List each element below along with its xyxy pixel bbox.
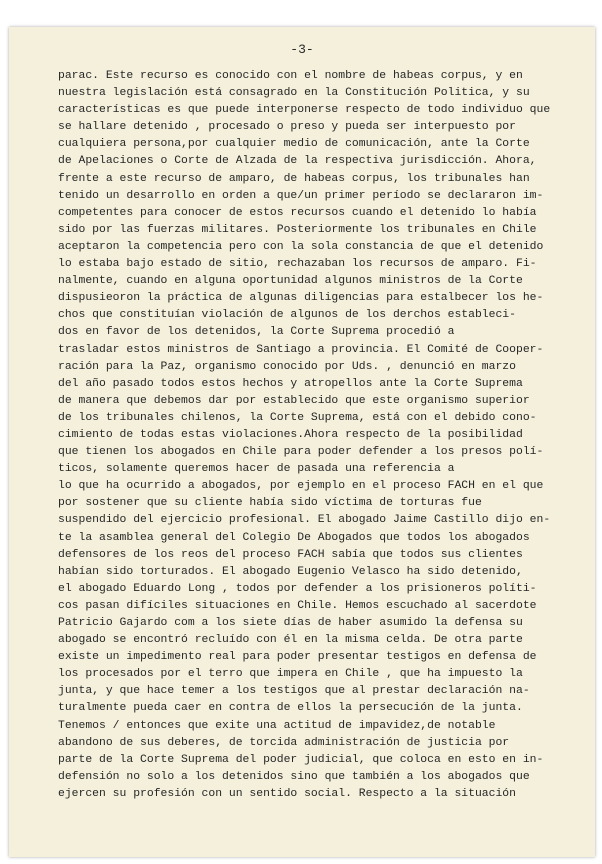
text-line: parac. Este recurso es conocido con el nombre de habeas corpus, y en — [58, 70, 523, 82]
text-line: ración para la Paz, organismo conocido por Uds. , denunció en marzo — [58, 360, 516, 373]
typewritten-body — [58, 68, 588, 803]
text-line: que tienen los abogados en Chile para poder defender a los presos polí- — [58, 446, 544, 459]
text-line: de manera que debemos dar por establecido que este organismo superior — [58, 394, 530, 407]
text-line: junta, y que hace temer a los testigos que al prestar declaración na- — [58, 685, 530, 698]
text-line: frente a este recurso de amparo, de habeas corpus, los tribunales han — [58, 172, 530, 185]
text-line: chos que constituían violación de algunos de los derchos estableci- — [58, 309, 516, 322]
text-line: competentes para conocer de estos recursos cuando el detenido lo había — [58, 206, 537, 219]
text-line: se hallare detenido , procesado o preso y pueda ser interpuesto por — [58, 121, 516, 134]
text-line: dispusieoron la práctica de algunas diligencias para estalbecer los he- — [58, 292, 544, 305]
text-line: sido por las fuerzas militares. Posteriormente los tribunales en Chile — [58, 223, 537, 236]
text-line: dos en favor de los detenidos, la Corte Suprema procedió a — [58, 326, 455, 339]
text-line: cimiento de todas estas violaciones.Ahora respecto de la posibilidad — [58, 428, 523, 441]
page-number: -3- — [290, 42, 314, 57]
text-line: lo que ha ocurrido a abogados, por ejemplo en el proceso FACH en el que — [58, 480, 544, 493]
text-line: por sostener que su cliente había sido víctima de torturas fue — [58, 497, 482, 510]
text-line: nuestra legislación está consagrado en la Constitución Politica, y su — [58, 87, 530, 100]
text-line: de Apelaciones o Corte de Alzada de la respectiva jurisdicción. Ahora, — [58, 155, 537, 168]
text-line: defensión no solo a los detenidos sino que también a los abogados que — [58, 770, 530, 783]
text-line: existe un impedimento real para poder presentar testigos en defensa de — [58, 651, 537, 664]
text-line: del año pasado todos estos hechos y atropellos ante la Corte Suprema — [58, 377, 523, 390]
text-line: Patricio Gajardo com a los siete días de haber asumido la defensa su — [58, 617, 523, 629]
text-line: cos pasan difíciles situaciones en Chile. Hemos escuchado al sacerdote — [58, 599, 537, 612]
text-line: aceptaron la competencia pero con la sola constancia de que el detenido — [58, 240, 544, 253]
text-line: lo estaba bajo estado de sitio, rechazaban los recursos de amparo. Fi- — [58, 258, 537, 271]
text-line: características es que puede interponerse respecto de todo individuo que — [58, 104, 551, 117]
text-line: cualquiera persona,por cualquier medio de comunicación, ante la Corte — [58, 138, 530, 151]
text-line: Tenemos / entonces que exite una actitud de impavidez,de notable — [58, 719, 496, 732]
text-line: turalmente pueda caer en contra de ellos la persecución de la junta. — [58, 702, 523, 715]
text-line: habían sido torturados. El abogado Eugenio Velasco ha sido detenido, — [58, 565, 523, 578]
text-line: suspendido del ejercicio profesional. El abogado Jaime Castillo dijo en- — [58, 514, 551, 527]
text-line: abandono de sus deberes, de torcida administración de justicia por — [58, 736, 510, 749]
text-line: parte de la Corte Suprema del poder judicial, que coloca en esto en in- — [58, 753, 544, 766]
text-line: defensores de los reos del proceso FACH sabía que todos sus clientes — [58, 548, 523, 561]
text-line: ticos, solamente queremos hacer de pasada una referencia a — [58, 463, 455, 476]
text-line: de los tribunales chilenos, la Corte Suprema, está con el debido cono- — [58, 411, 537, 424]
text-line: trasladar estos ministros de Santiago a provincia. El Comité de Cooper- — [58, 343, 544, 356]
document-page — [9, 27, 595, 857]
text-line: te la asamblea general del Colegio De Abogados que todos los abogados — [58, 531, 530, 544]
text-line: abogado se encontró recluído con él en la misma celda. De otra parte — [58, 634, 523, 647]
text-line: el abogado Eduardo Long , todos por defender a los prisioneros políti- — [58, 582, 537, 595]
text-line: nalmente, cuando en alguna oportunidad algunos ministros de la Corte — [58, 275, 523, 288]
text-line: los procesados por el terro que impera en Chile , que ha impuesto la — [58, 668, 523, 681]
text-line: ejercen su profesión con un sentido social. Respecto a la situación — [58, 787, 516, 800]
text-line: tenido un desarrollo en orden a que/un primer período se declararon im- — [58, 189, 544, 202]
